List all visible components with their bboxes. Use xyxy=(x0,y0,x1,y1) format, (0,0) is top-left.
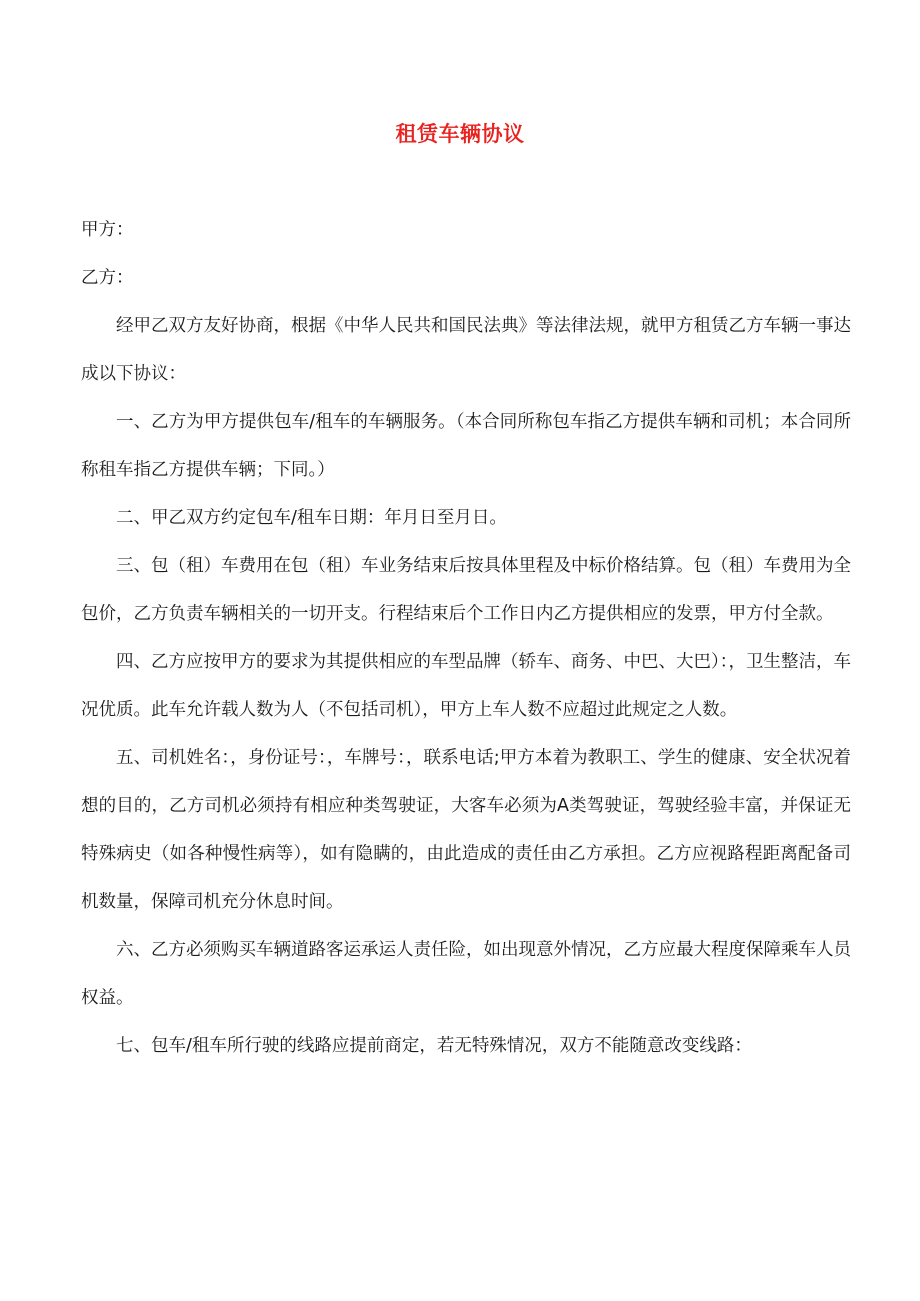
clause-4-paragraph: 四、乙方应按甲方的要求为其提供相应的车型品牌（轿车、商务、中巴、大巴）：，卫生整洁，车况优质。此车允许载人数为人（不包括司机），甲方上车人数不应超过此规定之人数。 xyxy=(81,652,851,720)
clause-2-paragraph: 二、甲乙双方约定包车/租车日期：年月日至月日。 xyxy=(116,508,507,528)
party-a-line: 甲方： xyxy=(81,220,134,240)
clause-3-paragraph: 三、包（租）车费用在包（租）车业务结束后按具体里程及中标价格结算。包（租）车费用为全包价，乙方负责车辆相关的一切开支。行程结束后个工作日内乙方提供相应的发票，甲方付全款。 xyxy=(81,556,851,624)
clause-6-paragraph: 六、乙方必须购买车辆道路客运承运人责任险，如出现意外情况，乙方应最大程度保障乘车人员权益。 xyxy=(81,940,851,1008)
party-b-line: 乙方： xyxy=(81,268,134,288)
document-title: 租赁车辆协议 xyxy=(395,122,525,146)
clause-1-paragraph: 一、乙方为甲方提供包车/租车的车辆服务。（本合同所称包车指乙方提供车辆和司机；本合同所称租车指乙方提供车辆；下同。） xyxy=(81,412,851,480)
clause-7-paragraph: 七、包车/租车所行驶的线路应提前商定，若无特殊情况，双方不能随意改变线路： xyxy=(116,1036,752,1056)
preamble-paragraph: 经甲乙双方友好协商，根据《中华人民共和国民法典》等法律法规，就甲方租赁乙方车辆一事达成以下协议： xyxy=(81,316,851,384)
clause-5-paragraph: 五、司机姓名：，身份证号：，车牌号：，联系电话;甲方本着为教职工、学生的健康、安全状况着想的目的，乙方司机必须持有相应种类驾驶证，大客车必须为A类驾驶证，驾驶经验丰富，并保证无特殊病史（如各种慢性病等），如有隐瞒的，由此造成的责任由乙方承担。乙方应视路程距离配备司机数量，保障司机充分休息时间。 xyxy=(81,748,851,912)
document-body xyxy=(81,206,851,1070)
